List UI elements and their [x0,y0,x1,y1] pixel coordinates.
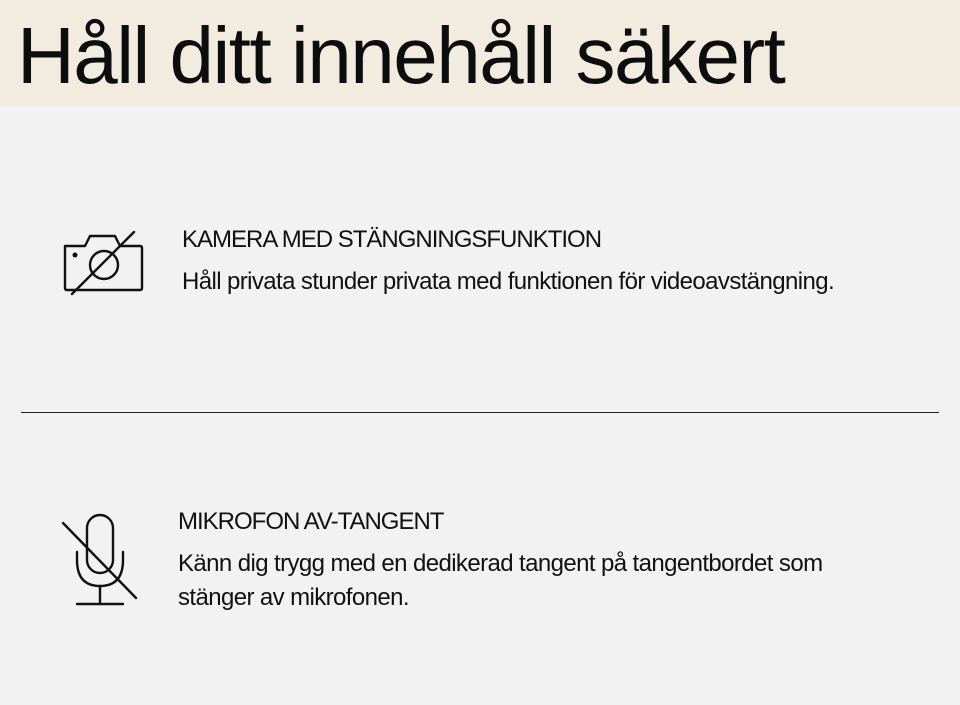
feature-heading: KAMERA MED STÄNGNINGSFUNKTION [182,226,602,253]
microphone-off-icon [58,512,142,610]
feature-heading: MIKROFON AV-TANGENT [178,508,444,535]
section-divider [21,412,939,413]
page-title: Håll ditt innehåll säkert [17,11,785,100]
feature-description: Håll privata stunder privata med funktionen för videoavstängning. [182,268,835,295]
feature-description: Känn dig trygg med en dedikerad tangent på tangentbordet som stänger av mikrofonen. [178,550,823,611]
header-banner [0,0,960,106]
camera-off-icon [60,228,146,296]
